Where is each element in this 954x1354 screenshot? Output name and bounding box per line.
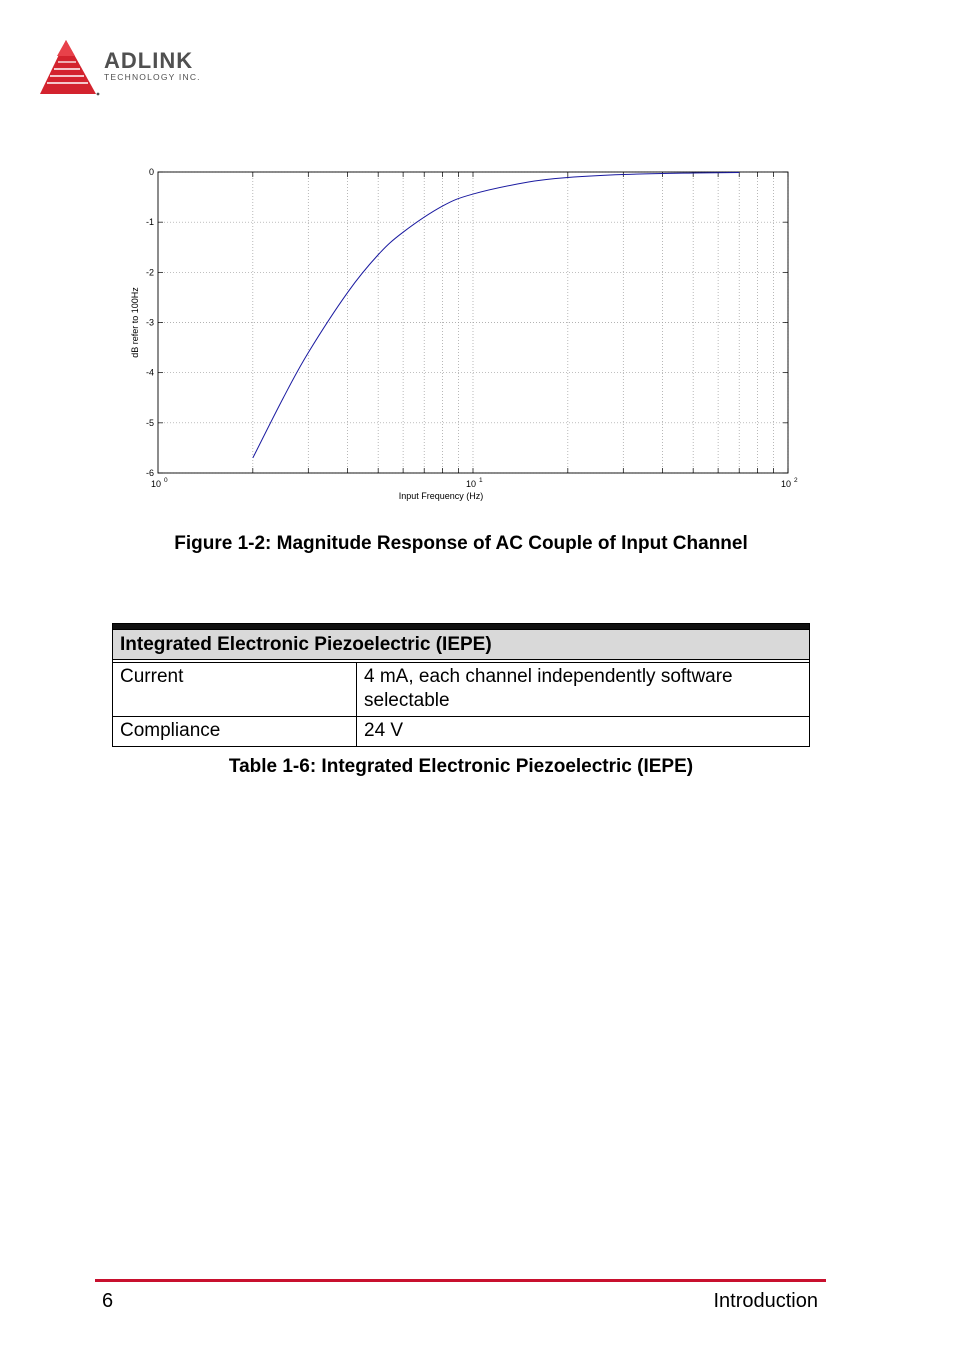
x-tick-label: 10: [465, 479, 477, 489]
x-tick-exponent: 0: [164, 477, 168, 484]
adlink-triangle-logo-icon: [38, 36, 102, 100]
x-tick-label: 10: [780, 479, 792, 489]
y-tick-label: -2: [145, 267, 154, 278]
row-value-current: 4 mA, each channel independently software selectable: [357, 663, 810, 717]
table-caption: Table 1-6: Integrated Electronic Piezoelectric (IEPE): [228, 756, 694, 777]
table-row: [113, 717, 810, 747]
figure-caption: Figure 1-2: Magnitude Response of AC Couple of Input Channel: [174, 533, 748, 554]
row-label-current: Current: [113, 663, 357, 717]
row-value-compliance: 24 V: [357, 717, 810, 747]
table-row: [113, 663, 810, 717]
y-tick-label: -5: [145, 417, 154, 428]
company-logo: [38, 36, 238, 100]
y-tick-label: -3: [145, 317, 154, 328]
y-axis-label: dB refer to 100Hz: [130, 287, 140, 358]
y-tick-label: -1: [145, 217, 154, 228]
row-label-compliance: Compliance: [113, 717, 357, 747]
logo-subtitle: TECHNOLOGY INC.: [104, 72, 201, 82]
iepe-spec-table: [112, 623, 810, 747]
x-axis-label: Input Frequency (Hz): [398, 491, 484, 501]
footer-rule: [95, 1279, 826, 1282]
footer-section-name: Introduction: [713, 1290, 818, 1312]
y-tick-label: 0: [148, 167, 154, 177]
x-tick-exponent: 1: [479, 477, 483, 484]
logo-name: ADLINK: [104, 48, 194, 73]
page-number: 6: [102, 1290, 114, 1312]
chart-svg: [120, 155, 820, 515]
y-tick-label: -4: [145, 367, 154, 378]
x-tick-label: 10: [150, 479, 162, 489]
series-line: [253, 173, 739, 458]
table-header-row: [113, 630, 810, 660]
x-tick-exponent: 2: [794, 477, 798, 484]
table-header: Integrated Electronic Piezoelectric (IEPE): [113, 630, 810, 660]
y-tick-label: -6: [145, 468, 154, 478]
magnitude-response-chart: [120, 155, 820, 515]
